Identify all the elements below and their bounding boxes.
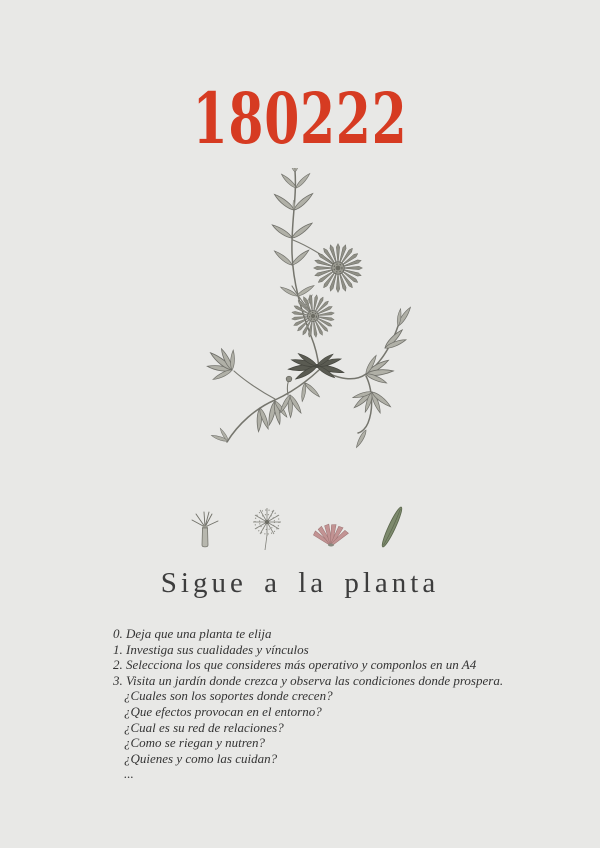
plant-botanical-drawing bbox=[180, 168, 445, 468]
flower-head-upper bbox=[314, 244, 363, 293]
botanical-details-row bbox=[170, 495, 430, 560]
instruction-line: ¿Cuales son los soportes donde crecen? bbox=[124, 688, 333, 704]
instruction-line: 3. Visita un jardín donde crezca y observa las condiciones donde prospera. bbox=[113, 672, 504, 688]
instruction-line: ¿Cual es su red de relaciones? bbox=[124, 719, 284, 735]
flower-bud bbox=[286, 376, 292, 382]
seed-head-detail bbox=[253, 508, 281, 550]
instruction-line: 1. Investiga sus cualidades y vínculos bbox=[113, 641, 309, 657]
flower-head-lower bbox=[288, 291, 338, 341]
code-number: 180222 bbox=[192, 77, 408, 160]
seed-capsule-detail bbox=[192, 512, 218, 547]
instruction-line: ... bbox=[124, 766, 134, 782]
instruction-line: 0. Deja que una planta te elija bbox=[113, 626, 272, 641]
instruction-line: ¿Que efectos provocan en el entorno? bbox=[124, 703, 322, 719]
leaf-detail bbox=[380, 506, 405, 549]
poster-title: Sigue a la planta bbox=[160, 567, 440, 599]
instruction-line: 2. Selecciona los que consideres más operativo y componlos en un A4 bbox=[113, 657, 477, 673]
instruction-line: ¿Como se riegan y nutren? bbox=[124, 735, 266, 751]
instruction-line: ¿Quienes y como las cuidan? bbox=[124, 750, 278, 766]
instructions-list bbox=[113, 626, 533, 782]
plant-illustration bbox=[180, 168, 445, 468]
petal-fan-detail bbox=[313, 524, 349, 548]
